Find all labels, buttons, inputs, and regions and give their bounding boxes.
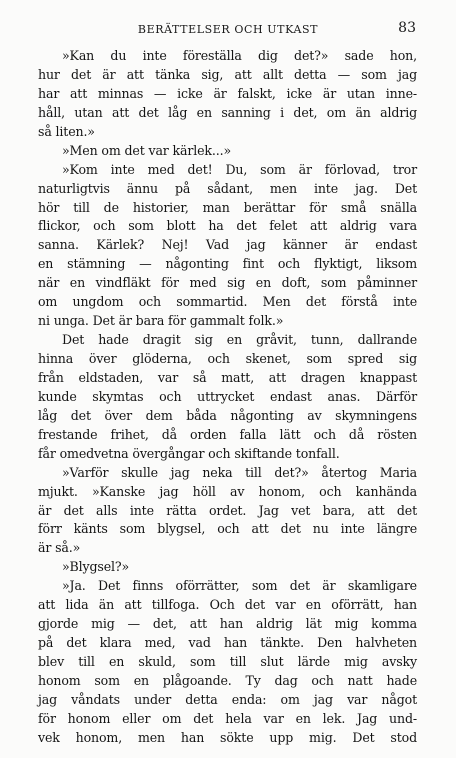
text-line: frestande frihet, då orden falla lätt och då rösten [38,426,417,442]
text-line: honom som en plågoande. Ty dag och natt hade [38,672,417,688]
text-line: »Ja. Det finns oförrätter, som det är skamligare [62,578,417,594]
text-line: låg det över dem båda någonting av skymningens [38,407,417,423]
text-line: om ungdom och sommartid. Men det förstå inte [38,294,417,310]
text-line: mjukt. »Kanske jag höll av honom, och kanhända [38,483,417,499]
text-line: flickor, och som blott ha det felet att aldrig vara [38,218,417,234]
page-number: 83 [398,20,416,36]
text-line: att lida än att tillfoga. Och det var en oförrätt, han [38,597,417,613]
text-line: Det hade dragit sig en gråvit, tunn, dallrande [62,332,417,348]
text-line: håll, utan att det låg en sanning i det, om än aldrig [38,104,417,120]
text-line: hinna över glöderna, och skenet, som spred sig [38,351,417,366]
text-line: har att minnas — icke är falskt, icke är utan inne- [38,85,417,101]
text-line: »Varför skulle jag neka till det?» återtog Maria [62,464,417,480]
text-line: hur det är att tänka sig, att allt detta — som jag [38,66,417,82]
text-line: »Kom inte med det! Du, som är förlovad, tror [62,161,417,177]
text-line: från eldstaden, var så matt, att dragen knappast [38,369,417,385]
page-header [40,20,416,40]
text-line: är så.» [38,540,81,556]
text-line: sanna. Kärlek? Nej! Vad jag känner är endast [38,237,417,253]
body-text [38,47,417,748]
running-head: BERÄTTELSER OCH UTKAST [137,23,319,36]
text-line: kunde skymtas och uttrycket endast anas. Därför [38,388,417,404]
text-line: »Men om det var kärlek...» [62,142,232,158]
text-line: hör till de historier, man berättar för små snälla [38,199,417,215]
text-line: gjorde mig — det, att han aldrig lät mig komma [38,616,417,632]
text-line: så liten.» [38,123,95,139]
text-line: är det alls inte rätta ordet. Jag vet bara, att det [38,502,417,518]
text-line: på det klara med, vad han tänkte. Den halvheten [38,635,417,651]
text-line: en stämning — någonting fint och flyktigt, liksom [38,256,417,272]
text-line: blev till en skuld, som till slut lärde mig avsky [38,654,417,669]
text-line: »Blygsel?» [62,559,130,575]
text-line: när en vindfläkt för med sig en doft, som påminner [38,275,417,291]
text-line: får omedvetna övergångar och skiftande tonfall. [38,445,340,461]
text-line: »Kan du inte föreställa dig det?» sade hon, [62,48,417,63]
text-line: vek honom, men han sökte upp mig. Det stod [38,729,417,745]
text-line: för honom eller om det hela var en lek. Jag und- [38,710,417,726]
text-line: naturligtvis ännu på sådant, men inte jag. Det [38,180,417,196]
text-line: förr känts som blygsel, och att det nu inte längre [38,521,417,537]
text-line: jag våndats under detta enda: om jag var något [38,691,417,707]
text-line: ni unga. Det är bara för gammalt folk.» [38,313,284,329]
